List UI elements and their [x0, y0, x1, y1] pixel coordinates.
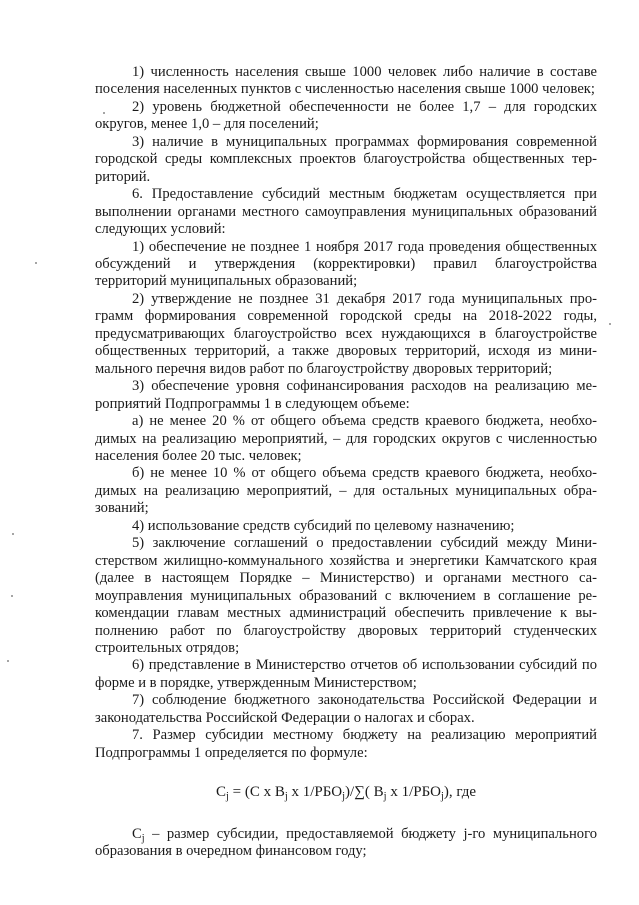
paragraph-requirement-3: 3) обеспечение уровня софинансирования расходов на реализацию мероприятий Подпрограммы 1 в следующем объеме:: [95, 378, 597, 412]
paragraph-requirement-3b: б) не менее 10 % от общего объема средств краевого бюджета, необходимых на реализацию мероприятий, – для остальных муниципальных образований;: [95, 465, 597, 517]
subsidy-formula: $C_j = (С$ х $В_j$ х $1/РБО_j)/\sum$( $В_j$ х $1/РБО_j$), где: [215, 784, 477, 803]
scan-speck: [35, 262, 37, 264]
paragraph-requirement-4: 4) использование средств субсидий по целевому назначению;: [132, 517, 515, 534]
document-text: [95, 64, 597, 860]
scan-speck: [103, 112, 105, 114]
scan-speck: [11, 595, 13, 597]
scan-speck: [7, 660, 9, 662]
formula-definition-cj: $C_j$ – размер субсидии, предоставляемой бюджету j-го муниципального образования в очередном финансовом году;: [95, 825, 597, 860]
paragraph-condition-1: 1) численность населения свыше 1000 человек либо наличие в составе поселения населенных пунктов с численностью населения свыше 1000 человек;: [95, 64, 597, 98]
paragraph-section-6: 6. Предоставление субсидий местным бюджетам осуществляется при выполнении органами местного самоуправления муниципальных образований следующих условий:: [95, 186, 597, 238]
scan-speck: [609, 323, 611, 325]
paragraph-requirement-2: 2) утверждение не позднее 31 декабря 2017 года муниципальных программ формирования современной городской среды на 2018-2022 годы, предусматривающих благоустройство всех нуждающихся в благоустройстве общественных территорий, а также дворовых территорий, исходя из минимального перечня видов работ по благоустройству дворовых территорий;: [95, 290, 597, 377]
paragraph-condition-2: 2) уровень бюджетной обеспеченности не более 1,7 – для городских округов, менее 1,0 – для поселений;: [95, 98, 597, 133]
paragraph-requirement-7: 7) соблюдение бюджетного законодательства Российской Федерации и законодательства Российской Федерации о налогах и сборах.: [95, 692, 597, 726]
paragraph-condition-3: 3) наличие в муниципальных программах формирования современной городской среды комплексных проектов благоустройства общественных территорий.: [95, 133, 597, 185]
paragraph-requirement-6: 6) представление в Министерство отчетов об использовании субсидий по форме и в порядке, утвержденным Министерством;: [95, 657, 597, 691]
paragraph-requirement-3a: а) не менее 20 % от общего объема средств краевого бюджета, необходимых на реализацию мероприятий, – для городских округов с численностью населения более 20 тыс. человек;: [95, 413, 597, 464]
paragraph-section-7: 7. Размер субсидии местному бюджету на реализацию мероприятий Подпрограммы 1 определяется по формуле:: [95, 727, 597, 761]
scan-speck: [12, 533, 14, 535]
paragraph-requirement-5: 5) заключение соглашений о предоставлении субсидий между Министерством жилищно-коммунального хозяйства и энергетики Камчатского края (далее в настоящем Порядке – Министерство) и органами местного самоуправления муниципальных образований с включением в соглашение рекомендации главам местных администраций обеспечить привлечение к выполнению работ по благоустройству дворовых территорий студенческих строительных отрядов;: [95, 535, 597, 656]
paragraph-requirement-1: 1) обеспечение не позднее 1 ноября 2017 года проведения общественных обсуждений и утверждения (корректировки) правил благоустройства территорий муниципальных образований;: [95, 238, 597, 290]
